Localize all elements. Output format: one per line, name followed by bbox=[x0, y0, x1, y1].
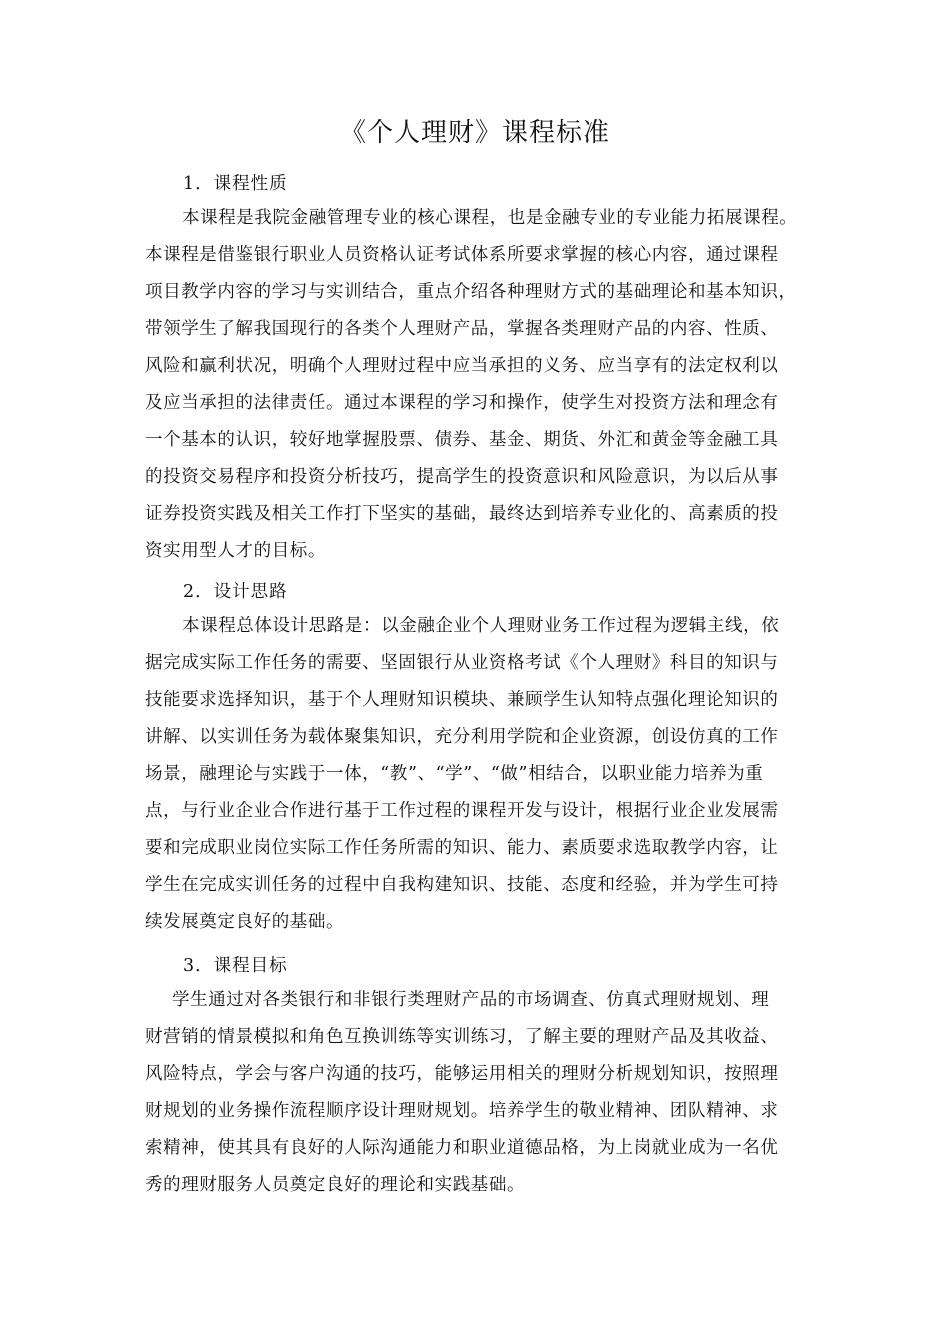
document-title: 《个人理财》课程标准 bbox=[339, 118, 610, 148]
paragraph-line: 学生通过对各类银行和非银行类理财产品的市场调查、仿真式理财规划、理 bbox=[172, 990, 770, 1010]
section-body-course-objectives bbox=[145, 982, 805, 1204]
paragraph-line: 项目教学内容的学习与实训结合，重点介绍各种理财方式的基础理论和基本知识， bbox=[145, 282, 797, 302]
paragraph-line: 风险特点，学会与客户沟通的技巧，能够运用相关的理财分析规划知识，按照理 bbox=[145, 1064, 779, 1084]
paragraph-line: 的投资交易程序和投资分析技巧，提高学生的投资意识和风险意识，为以后从事 bbox=[145, 467, 779, 487]
paragraph-line: 资实用型人才的目标。 bbox=[145, 541, 326, 561]
paragraph-line: 场景，融理论与实践于一体，“教”、“学”、“做”相结合，以职业能力培养为重 bbox=[145, 764, 764, 784]
paragraph-line: 要和完成职业岗位实际工作任务所需的知识、能力、素质要求选取教学内容，让 bbox=[145, 838, 779, 858]
paragraph-line: 讲解、以实训任务为载体聚集知识，充分利用学院和企业资源，创设仿真的工作 bbox=[145, 727, 779, 747]
paragraph-line: 点，与行业企业合作进行基于工作过程的课程开发与设计，根据行业企业发展需 bbox=[145, 801, 779, 821]
paragraph-line: 一个基本的认识，较好地掌握股票、债券、基金、期货、外汇和黄金等金融工具 bbox=[145, 430, 779, 450]
paragraph-line: 及应当承担的法律责任。通过本课程的学习和操作，使学生对投资方法和理念有 bbox=[145, 393, 779, 413]
paragraph-line: 证券投资实践及相关工作打下坚实的基础，最终达到培养专业化的、高素质的投 bbox=[145, 504, 779, 524]
paragraph-line: 秀的理财服务人员奠定良好的理论和实践基础。 bbox=[145, 1175, 526, 1195]
paragraph-line: 本课程是我院金融管理专业的核心课程，也是金融专业的专业能力拓展课程。 bbox=[182, 208, 798, 228]
paragraph-line: 本课程是借鉴银行职业人员资格认证考试体系所要求掌握的核心内容，通过课程 bbox=[145, 245, 779, 265]
paragraph-line: 技能要求选择知识，基于个人理财知识模块、兼顾学生认知特点强化理论知识的 bbox=[145, 690, 779, 710]
section-heading-design-approach: 2．设计思路 bbox=[183, 582, 288, 602]
paragraph-line: 学生在完成实训任务的过程中自我构建知识、技能、态度和经验，并为学生可持 bbox=[145, 875, 779, 895]
paragraph-line: 财规划的业务操作流程顺序设计理财规划。培养学生的敬业精神、团队精神、求 bbox=[145, 1101, 779, 1121]
paragraph-line: 据完成实际工作任务的需要、坚固银行从业资格考试《个人理财》科目的知识与 bbox=[145, 653, 779, 673]
paragraph-line: 本课程总体设计思路是：以金融企业个人理财业务工作过程为逻辑主线，依 bbox=[182, 616, 780, 636]
section-heading-course-objectives: 3．课程目标 bbox=[183, 956, 288, 976]
paragraph-line: 索精神，使其具有良好的人际沟通能力和职业道德品格，为上岗就业成为一名优 bbox=[145, 1138, 779, 1158]
paragraph-line: 财营销的情景模拟和角色互换训练等实训练习，了解主要的理财产品及其收益、 bbox=[145, 1027, 779, 1047]
paragraph-line: 续发展奠定良好的基础。 bbox=[145, 912, 345, 932]
section-body-design-approach bbox=[145, 608, 805, 941]
section-heading-course-nature: 1．课程性质 bbox=[183, 174, 288, 194]
section-body-course-nature bbox=[145, 200, 805, 570]
paragraph-line: 带领学生了解我国现行的各类个人理财产品，掌握各类理财产品的内容、性质、 bbox=[145, 319, 779, 339]
paragraph-line: 风险和赢利状况，明确个人理财过程中应当承担的义务、应当享有的法定权利以 bbox=[145, 356, 779, 376]
